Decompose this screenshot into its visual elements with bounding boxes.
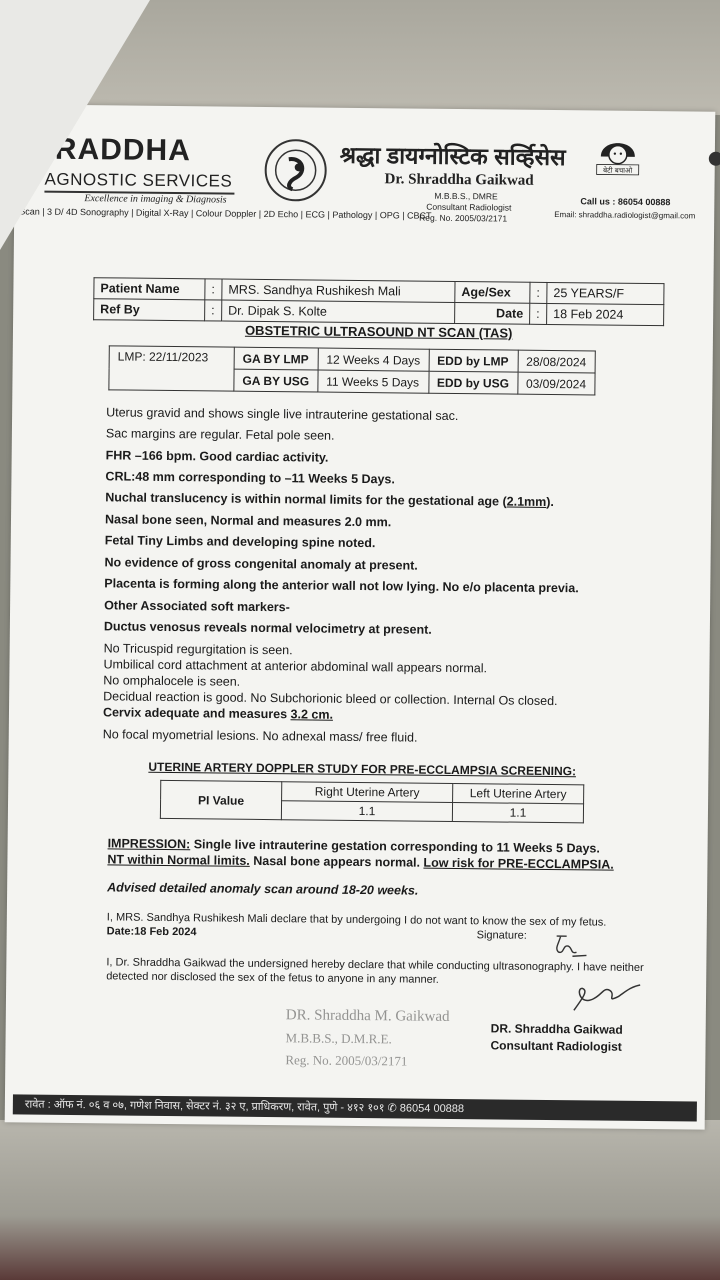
declaration-date: Date:18 Feb 2024	[106, 925, 197, 939]
edd-lmp-value: 28/08/2024	[518, 350, 595, 373]
beti-bachao-logo-icon	[593, 130, 643, 179]
impression-nt: NT within Normal limits.	[107, 852, 250, 868]
age-sex-label: Age/Sex	[455, 281, 530, 303]
binder-holes	[709, 152, 719, 166]
finding-line: Uterus gravid and shows single live intrauterine gestational sac.	[106, 405, 459, 424]
clinic-logo-subtitle: AGNOSTIC SERVICES	[44, 169, 233, 191]
clinic-tagline: Excellence in imaging & Diagnosis	[84, 193, 227, 206]
doppler-title: UTERINE ARTERY DOPPLER STUDY FOR PRE-ECCLAMPSIA SCREENING:	[148, 759, 577, 779]
right-uterine-artery-value: 1.1	[281, 801, 452, 822]
age-sex-value: 25 YEARS/F	[547, 282, 664, 304]
clinic-logo-name: RADDHA	[54, 132, 192, 168]
impression-label: IMPRESSION:	[107, 836, 191, 852]
finding-line: Placenta is forming along the anterior wall not low lying. No e/o placenta previa.	[104, 576, 579, 596]
stamp-line-2: M.B.B.S., D.M.R.E.	[285, 1030, 392, 1047]
patient-name-value: MRS. Sandhya Rushikesh Mali	[222, 279, 455, 302]
clinic-seal-icon	[262, 137, 329, 204]
lmp-value: LMP: 22/11/2023	[109, 346, 234, 391]
finding-line: Nasal bone seen, Normal and measures 2.0 mm.	[104, 512, 392, 530]
ga-row-lmp	[109, 346, 595, 373]
folded-paper-corner	[0, 0, 150, 250]
nt-text-end: ).	[546, 494, 555, 510]
footer-address: रावेत : ऑफ नं. ०६ व ०७, गणेश निवास, सेक्टर नं. ३२ ए, प्राधिकरण, रावेत, पुणे - ४१२ १०१ ✆ 86054 00888	[13, 1094, 697, 1121]
colon: :	[530, 303, 547, 324]
stamp-line-3: Reg. No. 2005/03/2171	[285, 1052, 408, 1069]
left-uterine-artery-value: 1.1	[452, 802, 583, 822]
doctor-stamp	[285, 1007, 476, 1079]
left-uterine-artery-label: Left Uterine Artery	[453, 783, 584, 803]
impression-text-1: Single live intrauterine gestation corresponding to 11 Weeks 5 Days.	[190, 837, 600, 856]
doctor-signature-icon	[566, 976, 646, 1017]
finding-line-nt	[105, 490, 554, 509]
clinic-name-devanagari: श्रद्धा डायग्नोस्टिक सर्व्हिसेस	[339, 141, 566, 171]
signature-label: Signature:	[476, 929, 527, 942]
clinic-email: Email: shraddha.radiologist@gmail.com	[554, 210, 696, 221]
finding-line: Decidual reaction is good. No Subchorionic bleed or collection. Internal Os closed.	[103, 689, 558, 709]
header-doctor-designation: Consultant Radiologist	[426, 201, 512, 213]
ga-lmp-label: GA BY LMP	[234, 347, 318, 370]
cervix-measurement: 3.2 cm.	[290, 707, 334, 722]
edd-usg-value: 03/09/2024	[517, 372, 594, 395]
ga-lmp-value: 12 Weeks 4 Days	[318, 348, 429, 371]
edd-usg-label: EDD by USG	[428, 371, 517, 394]
finding-line: Sac margins are regular. Fetal pole seen.	[105, 426, 335, 443]
ref-by-value: Dr. Dipak S. Kolte	[222, 300, 455, 323]
impression	[107, 835, 667, 873]
cervix-text: Cervix adequate and measures	[102, 705, 291, 722]
patient-info-table	[93, 277, 664, 326]
header-doctor-name: Dr. Shraddha Gaikwad	[384, 171, 534, 189]
punch-hole-icon	[709, 152, 720, 166]
colon: :	[205, 279, 222, 300]
services-list: Scan | 3 D/ 4D Sonography | Digital X-Ray | Colour Doppler | 2D Echo | ECG | Pathology | OPG | CBCT	[19, 206, 432, 221]
call-us-number: Call us : 86054 00888	[580, 196, 671, 208]
patient-signature-icon	[546, 930, 596, 963]
background-surface-bottom	[0, 1120, 720, 1280]
finding-line: Umbilical cord attachment at anterior abdominal wall appears normal.	[103, 657, 488, 676]
ref-by-label: Ref By	[94, 299, 205, 321]
report-page	[5, 104, 716, 1129]
pi-value-label: PI Value	[160, 780, 281, 819]
finding-line: No evidence of gross congenital anomaly at present.	[104, 555, 418, 573]
right-uterine-artery-label: Right Uterine Artery	[282, 782, 453, 803]
radiologist-designation: Consultant Radiologist	[490, 1038, 622, 1054]
scan-title: OBSTETRIC ULTRASOUND NT SCAN (TAS)	[244, 322, 513, 341]
patient-declaration: I, MRS. Sandhya Rushikesh Mali declare that by undergoing I do not want to know the sex of my fetus.	[106, 911, 607, 929]
colon: :	[205, 300, 222, 321]
finding-line: Ductus venosus reveals normal velocimetry at present.	[103, 619, 432, 637]
ga-usg-value: 11 Weeks 5 Days	[318, 370, 429, 393]
date-value: 18 Feb 2024	[547, 303, 664, 325]
stamp-line-1: DR. Shraddha M. Gaikwad	[285, 1007, 450, 1025]
finding-line: CRL:48 mm corresponding to –11 Weeks 5 Days.	[105, 469, 395, 487]
finding-line: No omphalocele is seen.	[103, 673, 241, 689]
advised-note: Advised detailed anomaly scan around 18-20 weeks.	[107, 880, 419, 898]
doctor-declaration: I, Dr. Shraddha Gaikwad the undersigned hereby declare that while conducting ultrasonography. I have neither detected nor disclosed the sex of the fetus to anyone in any manner.	[106, 956, 644, 986]
impression-nasal: Nasal bone appears normal.	[249, 853, 424, 870]
edd-lmp-label: EDD by LMP	[429, 349, 518, 372]
doppler-table	[160, 780, 584, 823]
finding-line: Other Associated soft markers-	[104, 598, 290, 615]
beti-bachao-text: बेटी बचाओ	[603, 166, 633, 175]
finding-line: Fetal Tiny Limbs and developing spine noted.	[104, 533, 376, 551]
finding-line: No Tricuspid regurgitation is seen.	[103, 641, 293, 658]
nt-measurement: 2.1mm	[506, 494, 547, 509]
colon: :	[530, 282, 547, 303]
finding-line: No focal myometrial lesions. No adnexal mass/ free fluid.	[102, 727, 418, 745]
impression-risk: Low risk for PRE-ECCLAMPSIA.	[423, 855, 614, 872]
date-label: Date	[455, 302, 530, 324]
gestational-age-table	[108, 345, 595, 395]
patient-name-label: Patient Name	[94, 278, 205, 300]
radiologist-name: DR. Shraddha Gaikwad	[490, 1021, 623, 1037]
findings-section	[102, 405, 696, 745]
doppler-header-row	[161, 780, 584, 803]
nt-text: Nuchal translucency is within normal limits for the gestational age (	[105, 490, 507, 509]
finding-line-cervix	[103, 705, 333, 721]
finding-line: FHR –166 bpm. Good cardiac activity.	[105, 448, 329, 465]
header-doctor-qualification: M.B.B.S., DMRE	[434, 190, 498, 202]
header-registration-number: Reg. No. 2005/03/2171	[419, 212, 508, 224]
ga-usg-label: GA BY USG	[234, 369, 318, 392]
